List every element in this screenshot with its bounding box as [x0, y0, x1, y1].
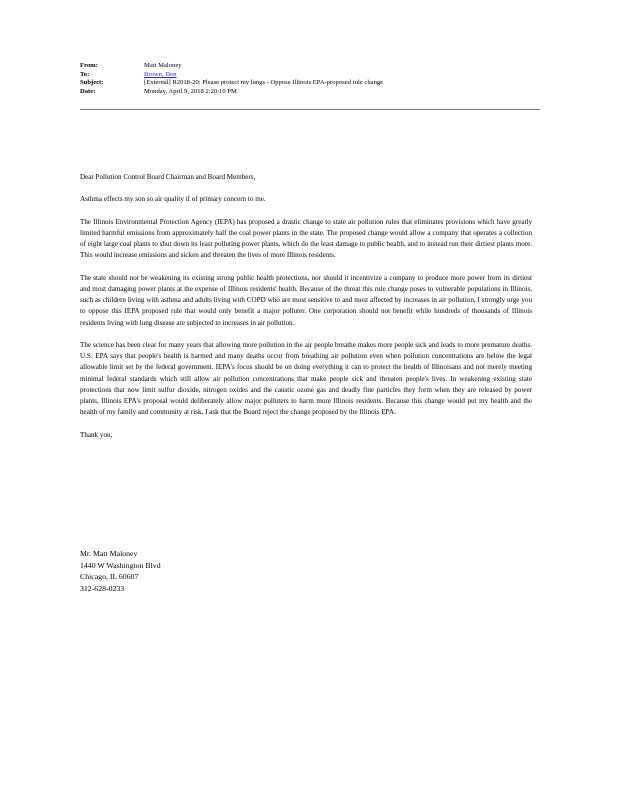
paragraph-3: The state should not be weakening its existing strong public health protections, nor should it incentivize a company to produce more power from its dirtiest and most damaging power plants at the expense of Illinois residents' health. Because of the threat this rule change poses to vulnerable populations in Illinois, such as children living with asthma and adults living with COPD who are most sensitive to and most affected by increases in air pollution, I strongly urge you to oppose this IEPA proposed rule that would only benefit a major polluter. One corporation should not benefit while hundreds of thousands of Illinois residents living with lung disease are subjected to increases in air pollution.	[80, 273, 532, 327]
salutation: Dear Pollution Control Board Chairman and Board Members,	[80, 173, 256, 181]
subject-value: [External] R2018-20: Please protect my lungs - Oppose Illinois EPA-proposed rule change	[144, 79, 384, 87]
subject-row	[80, 79, 540, 88]
from-row	[80, 62, 540, 71]
to-row	[80, 71, 540, 80]
letter-body	[80, 172, 532, 452]
paragraph-4: The science has been clear for many years that allowing more pollution in the air people breathe makes more people sick and leads to more premature deaths. U.S. EPA says that people's health is harmed and many deaths occur from breathing air pollution even when pollution concentrations are below the legal allowable limit set by the federal government. IEPA's focus should be on doing everything it can to protect the health of Illinoisans and not merely meeting minimal federal standards which still allow air pollution concentrations that make people sick and threaten people's lives. In weakening existing state protections that now limit sulfur dioxide, nitrogen oxides and the caustic ozone gas and deadly fine particles they form when they are released by power plants, Illinois EPA's proposal would deliberately allow major polluters to harm more Illinois residents. Because this change would put my health and the health of my family and community at risk, I ask that the Board reject the change proposed by the Illinois EPA.	[80, 340, 532, 417]
signature-name: Mr. Matt Maloney	[80, 549, 138, 558]
to-recipient-link[interactable]: Brown, Don	[144, 70, 177, 78]
signature-city: Chicago, IL 60607	[80, 572, 139, 582]
date-row	[80, 88, 540, 97]
email-header	[80, 62, 540, 96]
from-label: From:	[80, 62, 98, 69]
paragraph-2: The Illinois Environmental Protection Agency (IEPA) has proposed a drastic change to state air pollution rules that eliminates provisions which have greatly limited harmful emissions from approximately half the coal power plants in the state. The proposed change would allow a company that operates a collection of eight large coal plants to shut down its least polluting power plants, which do the least damage to public health, and to instead run their dirtiest plants more. This would increase emissions and sicken and threaten the lives of more Illinois residents.	[80, 217, 532, 260]
date-label: Date:	[80, 87, 96, 95]
signature-phone: 312-628-0233	[80, 583, 125, 593]
header-divider	[80, 109, 540, 110]
signature-block	[80, 548, 161, 594]
date-value: Monday, April 9, 2018 2:20:10 PM	[144, 87, 237, 95]
to-label: To:	[80, 70, 90, 78]
signature-street: 1440 W Washington Blvd	[80, 560, 161, 570]
paragraph-1: Asthma effects my son so air quality if of primary concern to me.	[80, 195, 266, 204]
subject-label: Subject:	[80, 79, 104, 87]
closing: Thank you,	[80, 430, 113, 439]
from-value: Matt Maloney	[144, 62, 182, 69]
